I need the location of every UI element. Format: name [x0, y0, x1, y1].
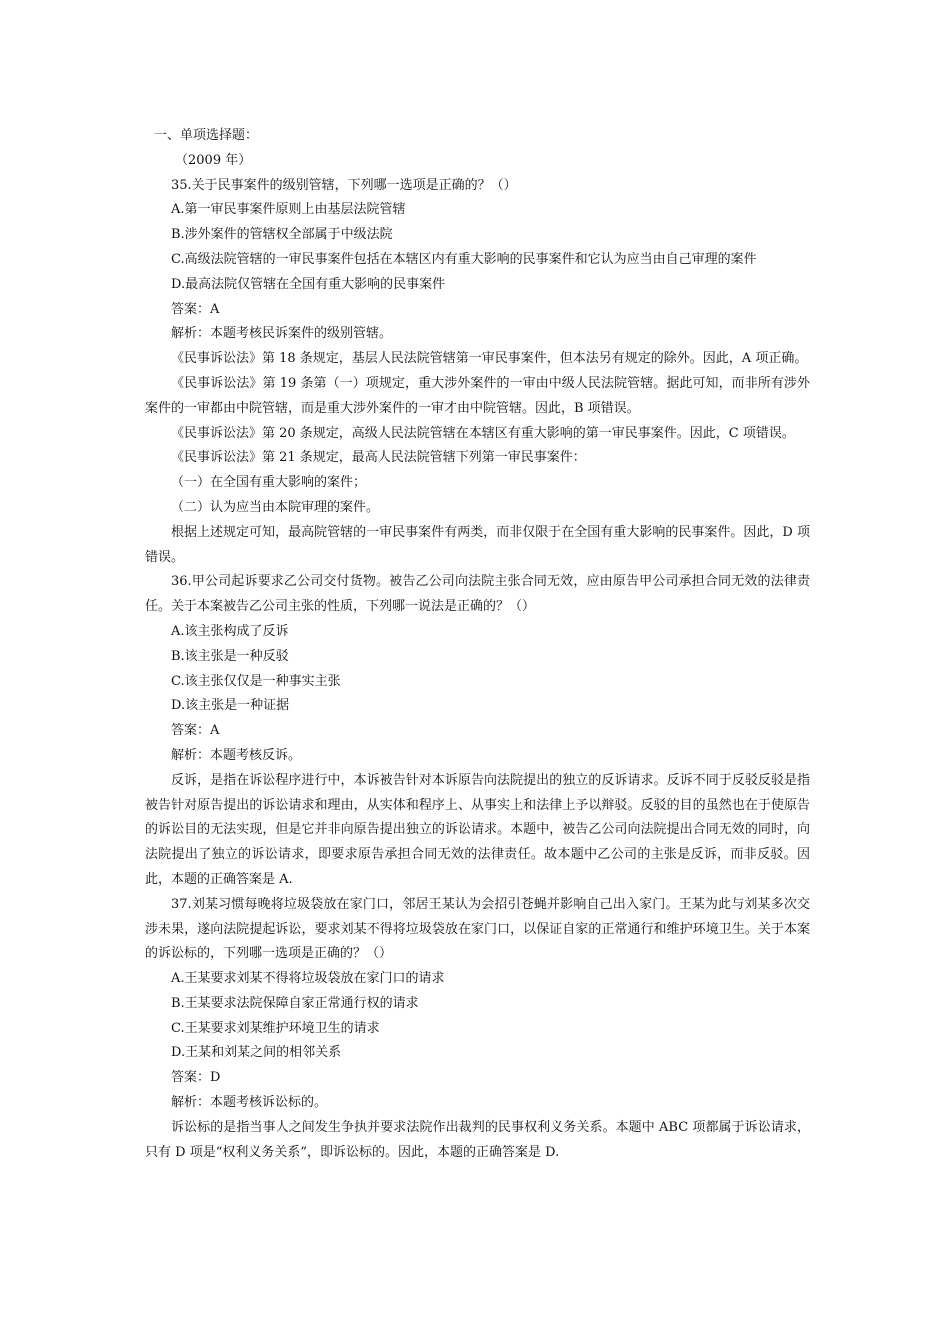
question-37-answer: 答案：D: [171, 1070, 221, 1086]
question-35-text: 35.关于民事案件的级别管辖，下列哪一选项是正确的？（）: [171, 177, 517, 193]
question-37-option-c: C.王某要求刘某维护环境卫生的请求: [171, 1020, 380, 1036]
question-36-paragraph: 反诉，是指在诉讼程序进行中，本诉被告针对本诉原告向法院提出的独立的反诉请求。反诉不同于反驳反驳是指被告针对原告提出的诉讼请求和理由，从实体和程序上、从事实上和法律上予以辩驳。反驳的目的虽然也在于使原告的诉讼目的无法实现，但是它并非向原告提出独立的诉讼请求。本题中，被告乙公司向法院提出合同无效的同时，向法院提出了独立的诉讼请求，即要求原告承担合同无效的法律责任。故本题中乙公司的主张是反诉，而非反驳。因此，本题的正确答案是 A.: [145, 772, 810, 887]
question-35-option-b: B.涉外案件的管辖权全部属于中级法院: [171, 227, 393, 243]
document-page: [145, 124, 810, 1165]
question-36-analysis: 解析：本题考核反诉。: [171, 747, 302, 763]
question-35-option-a: A.第一审民事案件原则上由基层法院管辖: [171, 202, 406, 218]
question-35-paragraph: 《民事诉讼法》第 18 条规定，基层人民法院管辖第一审民事案件，但本法另有规定的除外。因此，A 项正确。: [171, 351, 808, 367]
question-37-analysis: 解析：本题考核诉讼标的。: [171, 1095, 328, 1111]
question-36-option-c: C.该主张仅仅是一种事实主张: [171, 673, 341, 689]
question-35: [145, 174, 810, 571]
question-37-option-a: A.王某要求刘某不得将垃圾袋放在家门口的请求: [171, 971, 445, 987]
question-35-answer: 答案：A: [171, 301, 220, 317]
question-36-option-b: B.该主张是一种反驳: [171, 648, 289, 664]
question-37: [145, 893, 810, 1166]
question-37-option-b: B.王某要求法院保障自家正常通行权的请求: [171, 995, 419, 1011]
question-37-paragraph: 诉讼标的是指当事人之间发生争执并要求法院作出裁判的民事权利义务关系。本题中 ABC 项都属于诉讼请求，只有 D 项是“权利义务关系”，即诉讼标的。因此，本题的正确答案是 D.: [145, 1119, 810, 1160]
question-35-paragraph: 《民事诉讼法》第 19 条第（一）项规定，重大涉外案件的一审由中级人民法院管辖。据此可知，而非所有涉外案件的一审都由中院管辖，而是重大涉外案件的一审才由中院管辖。因此，B 项错误。: [145, 375, 810, 416]
question-36-option-d: D.该主张是一种证据: [171, 698, 290, 714]
question-36-answer: 答案：A: [171, 723, 220, 739]
question-36-text: 36.甲公司起诉要求乙公司交付货物。被告乙公司向法院主张合同无效，应由原告甲公司承担合同无效的法律责任。关于本案被告乙公司主张的性质，下列哪一说法是正确的？（）: [145, 574, 810, 615]
question-36: [145, 570, 810, 892]
question-37-option-d: D.王某和刘某之间的相邻关系: [171, 1045, 342, 1061]
question-35-analysis: 解析：本题考核民诉案件的级别管辖。: [171, 326, 393, 342]
question-37-text: 37.刘某习惯每晚将垃圾袋放在家门口，邻居王某认为会招引苍蝇并影响自己出入家门。王某为此与刘某多次交涉未果，遂向法院提起诉讼，要求刘某不得将垃圾袋放在家门口，以保证自家的正常通行和维护环境卫生。关于本案的诉讼标的，下列哪一选项是正确的？（）: [145, 896, 810, 962]
section-heading: 一、单项选择题：: [154, 128, 259, 143]
question-35-paragraph: （二）认为应当由本院审理的案件。: [171, 499, 380, 515]
question-35-option-c: C.高级法院管辖的一审民事案件包括在本辖区内有重大影响的民事案件和它认为应当由自己审理的案件: [171, 251, 757, 267]
exam-year: （2009 年）: [175, 152, 252, 168]
question-35-paragraph: 《民事诉讼法》第 20 条规定，高级人民法院管辖在本辖区有重大影响的第一审民事案件。因此，C 项错误。: [171, 425, 795, 441]
question-35-paragraph: 《民事诉讼法》第 21 条规定，最高人民法院管辖下列第一审民事案件：: [171, 450, 586, 466]
question-35-paragraph: （一）在全国有重大影响的案件；: [171, 475, 367, 491]
question-36-option-a: A.该主张构成了反诉: [171, 623, 289, 639]
question-35-option-d: D.最高法院仅管辖在全国有重大影响的民事案件: [171, 276, 446, 292]
question-35-paragraph: 根据上述规定可知，最高院管辖的一审民事案件有两类，而非仅限于在全国有重大影响的民事案件。因此，D 项错误。: [145, 524, 810, 565]
